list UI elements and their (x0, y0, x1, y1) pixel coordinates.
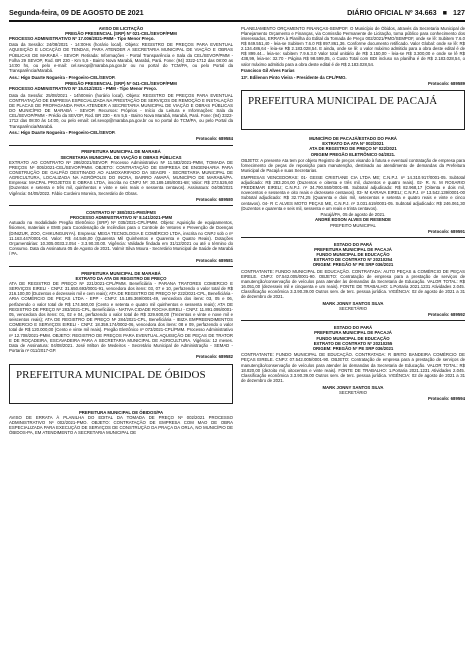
r2-body: OBJETO: A presente Ata tem por objeto Registro de preços visando à futura e eventual contratação de empresa para fornecimento de peças de reposição para manutenção, destinado ao atendimento de demandas da Prefeitura Municipal de Pacajá e suas Secretarias. (241, 158, 465, 174)
r4-extrato: EXTRATO DE CONTRATO Nº 20210255 (313, 340, 393, 346)
s2-signature: Ass.: Higo Duarte Nogueira - Pregoeiro-CEL/SEVOP. (9, 129, 116, 135)
r4-origem: ORIGEM: PREGÃO Nº PE SRP 036/2021 (312, 345, 394, 351)
r4-prefeitura: PREFEITURA MUNICIPAL DE PACAJÁ (314, 330, 392, 336)
s4-subtitle: PROCESSO ADMINISTRATIVO Nº 8.141/2021-PMM (69, 215, 173, 221)
r4-fundo: FUNDO MUNICIPAL DE EDUCAÇÃO (316, 335, 390, 341)
r2-place: Pacajá/PA, 05 de agosto de 2021. (320, 212, 386, 218)
r3-protocol: Protocolo: 689592 (427, 312, 465, 318)
header-date: Segunda-feira, 09 DE AGOSTO DE 2021 (9, 7, 144, 17)
page-number: 127 (453, 7, 465, 17)
r4-title: ESTADO DO PARÁ (333, 325, 373, 331)
r3-role: SECRETÁRIO (339, 306, 367, 312)
r2-protocol: Protocolo: 689591 (427, 228, 465, 234)
s5-title: PREFEITURA MUNICIPAL DE MARABÁ (81, 270, 161, 276)
r2-ata: ATA DE REGISTRO DE PREÇO Nº 022/2021 (309, 146, 397, 152)
divider (9, 145, 233, 146)
r3-origem: ORIGEM: PREGÃO Nº PE SRP 036/2021 (312, 262, 394, 268)
s1-title: AVISO DE LICITAÇÃO (98, 25, 144, 31)
r3-extrato: EXTRATO DE CONTRATO Nº 20210254 (313, 257, 393, 263)
s5-protocol: Protocolo: 689582 (195, 354, 233, 360)
r3-title: ESTADO DO PARÁ (333, 241, 373, 247)
left-column (9, 26, 233, 437)
r1-presidente: 13º. Edilenon Pinto Vieira - Presidente da CPL/PMO. (241, 74, 347, 80)
r1-protocol: Protocolo: 689589 (427, 80, 465, 86)
page-header (9, 6, 465, 18)
r4-body: CONTRATANTE: FUNDO MUNICIPAL DE EDUCAÇÃO. CONTRATADA: R BRITO BANDEIRA COMÉRCIO DE PEÇAS EIRELE. CNPJ: 07.542.005/0001-90. OBJETO: Contratação de empresa para a prestação de serviços de manutenção/conservação de veículos para atender às demandas da Secretaria de Educação. VALOR TOTAL: R$ 18.820,00 (dezoito mil, oitocentos e vinte reais). FONTE DE TRABALHO: 1.Portaria 2021.1231 Atividades 2.045. Classificação econômica 3.3.90.39.00 Outros serv. de terc. pessoa jurídica. VIGÊNCIA: 02 de agosto de 2021 a 31 de dezembro de 2021. (241, 352, 465, 384)
r3-fundo: FUNDO MUNICIPAL DE EDUCAÇÃO (316, 251, 390, 257)
r3-prefeitura: PREFEITURA MUNICIPAL DE PACAJÁ (314, 246, 392, 252)
right-column (241, 26, 465, 437)
s5-subtitle: EXTRATO DA ATA DE REGISTRO DE PREÇO (75, 275, 167, 281)
header-right (347, 8, 465, 17)
s1-subtitle: PREGÃO PRESENCIAL (SRP) Nº 021-CEL/SEVOP/PMM (65, 30, 177, 36)
pacaja-banner: PREFEITURA MUNICIPAL DE PACAJÁ (241, 90, 465, 130)
s6-body: AVISO DE ERRATA À PLANILHA DO EDITAL DA TOMADA DE PREÇO Nº 002/2021 PROCESSO ADMINISTRATIVO Nº 002/2021-PMO. OBJETO: CONTRATAÇÃO DE EMPRESA COM MAO DE OBRA ESPECIALIZADA PARA EXECUÇÃO DE SERVIÇOS DE CONSTRUÇÃO DA PRAÇA DA ORLA, NO MUNICÍPIO DE ÓBIDOS-PA, EM ATENDIMENTO A SECRETARIA MUNICIPAL DE (9, 414, 233, 436)
r2-title: MUNICÍPIO DE PACAJÁ/ESTADO DO PARÁ (309, 136, 397, 142)
s3-protocol: Protocolo: 689580 (195, 197, 233, 203)
s4-protocol: Protocolo: 689581 (195, 257, 233, 263)
square-icon: ■ (442, 7, 447, 17)
divider (241, 320, 465, 321)
s2-subtitle: PREGÃO PRESENCIAL (SRP) Nº 041-CEL/SEVOP/PMM (65, 80, 177, 86)
r4-protocol: Protocolo: 689594 (427, 395, 465, 401)
s6-title: PREFEITURA MUNICIPAL DE ÓBIDOS/PA (78, 409, 164, 415)
divider (9, 205, 233, 206)
r4-role: SECRETÁRIO (339, 389, 367, 395)
r3-body: CONTRATANTE: FUNDO MUNICIPAL DE EDUCAÇÃO. CONTRATADA: AUTO PEÇAS & COMÉRCIO DE PEÇAS EIRELE. CNPJ: 07.542.005/0001-90. OBJETO: Contratação de empresa para a prestação de serviços de manutenção/conservação de veículos para atender às demandas da Secretaria de Educação. VALOR TOTAL: R$ 16.051,00 (dezesseis mil e cinquenta e um reais). FONTE DE TRABALHO: 1.Portaria 2021.1231 Atividades 2.045. Classificação econômica 3.3.90.39.00 Outros serv. de terc. pessoa jurídica. VIGÊNCIA: 02 de agosto de 2021 a 31 de dezembro de 2021. (241, 268, 465, 300)
s2-process: PROCESSO ADMINISTRATIVO Nº 15.012/2021 - PMM - Tipo Menor Preço. (9, 86, 158, 92)
header-rule (9, 20, 465, 22)
s1-body: Data da Sessão: 24/08/2021 - 14:00Hs (horário local). Objeto: REGISTRO DE PREÇOS PARA EVENTUAL AQUISIÇÃO E LOCAÇÃO DE TENDAS, PARA ATENDER A SECRETARIA MUNICIPAL DE VIAÇÃO E OBRAS PÚBLICAS DE MARABÁ - SEVOP. Retirada: Informações - Portal Transparência e Sala da CEL/SEVOP/PMM - Folha 29 SEVOP, Rod. BR 230 - Km 5,5 - Bairro Nova Marabá, Marabá, Pará. Fone: (94) 3322-1712 das 08:00 as 14:00 hs, ou pelo e-mail: cel.sevop@maraba.pa.gov.br ou no portal do TCM/PA, ou pelo Portal da Transparência/Marabá. (9, 42, 233, 74)
divider (9, 266, 233, 267)
s1-signature: Ass.: Higo Duarte Nogueira - Pregoeiro-CEL/SEVOP. (9, 74, 116, 80)
r1-body: PLANEJAMENTO ORÇAMENTO FINANÇAS-SEMPOF. O Município de Óbidos, através da Secretaria Municipal de Planejamento Orçamento e Finanças, via Comissão Permanente de Licitação, torna público para conhecimento dos interessados, ERRATA à Planilha do Edital da Tomada de Preço 002/2021/PMO/SEMPOF, onde se lê: Subitem 7.6.0 R$ 849.551,40 - leia-se Subitem 7.6.0 R$ 897.861,36. Conforme documento retificado. Valor Global: onde se lê: R$ 2.134.486,64 - leia-se R$ 2.183.028,54. E ainda, onde se lê: o valor máximo admitido para a obra deste edital é de R$ 899.44... leia-se: subitem 7.9.6.3.0 Valor total unitário de R$ 3.150,00 - leia-se R$ 3.300,00 e onde se lê R$ 438,99, leia-se: 32.70 - Página R$ 98.599,05, o Custo Total com BDI incluso na planilha é de R$ 2.183.028,54, o valor máximo admitido para a obra deste edital é de R$ 2.183.028,54. (241, 25, 465, 67)
r2-signature: ANDRÉ EDSON ALVES DE RESENDE (315, 217, 391, 223)
obidos-banner: PREFEITURA MUNICIPAL DE ÓBIDOS (9, 364, 233, 404)
r2-role: PREFEITO MUNICIPAL (330, 222, 376, 228)
r3-signature: MARK JONNY SANTOS SILVA (322, 300, 384, 306)
s1-process: PROCESSO ADMINISTRATIVO Nº 17.006/2021-PMM - Tipo Menor Preço. (9, 35, 155, 41)
s3-title: PREFEITURA MUNICIPAL DE MARABÁ (81, 149, 161, 155)
columns (9, 26, 465, 437)
divider (241, 237, 465, 238)
r1-signature: Francisco Gil Alves Farias (241, 68, 295, 74)
s4-title: CONTRATO Nº 380/2021-PMS/FMS (86, 210, 156, 216)
r2-origem: ORIGEM PREGÃO ELETRÔNICO 04/2021. (310, 151, 396, 157)
header-journal: DIÁRIO OFICIAL Nº 34.663 (347, 7, 437, 17)
r2-winners: EMPRESAS VENCEDORAS: 01- GEISE CRISTIANE CIA LTDA ME; C.N.P.J. nº 14.310.917/0001-05. Subtotal adjudicado: R$ 283.204,00 (Duzentos e oitenta e três mil, duzentos e quatro reais). 02- R. N. M ROSARIO FREDEMAR EIRELI; C.N.P.J. nº 34.790.550/0001-88. Subtotal adjudicado: R$ 82.968,17 (Oitenta e dois mil, novecentos e sessenta e oito reais e dezessete centavos). 03- M KARAVA EIRELI; C.N.P.J. nº 13.542.139/0001-00 Subtotal adjudicado: R$ 32.774,25 (Quarenta e dois mil, setecentos e setenta e quatro reais e vinte e cinco centavos). 04- R C ALVES MOTO PEÇAS ME, C.N.P.J. nº 3.031.619/0001-05. Subtotal adjudicado: R$ 246.061,30 (Duzentos e quarenta e seis mil, sessenta e um reais e trinta centavos). (241, 174, 465, 211)
s5-body: ATA DE REGISTRO DE PREÇO Nº 221/2021-CPL/PMM. Beneficiária - PARANA TRATORES COMERCIO E SERVIÇOS EIRELI - CNPJ: 31.650.693/0001-91, vencedora dos itens: 03, 07 e 10, perfazendo o valor total de R$ 216.100,00 (Duzentos e dezesseis mil e cem reais); ATA DE REGISTRO DE PREÇO Nº 222/2021-CPL, Beneficiária - ARIA COMÉRCIO DE PEÇAS LTDA - EPP - CNPJ: 15.185.369/0001-49, vencedora dos itens: 03, 05 e 06, perfazendo o valor total de R$ 174.560,00 (Cento e setenta e quatro mil quinhentos e sessenta reais); ATA DE REGISTRO DE PREÇO Nº 283/2021-CPL, Beneficiária - NATIVA CIDADE ROCHA EIRELI - CNPJ: 11.891.095/0001-05, vencedora dos itens: 01, 02 e 04, perfazendo o valor total de R$ 329.600,00 (Trezentos e vinte e nove mil e seiscentos reais); ATA DE REGISTRO DE PREÇO Nº 284/2021-CPL, Beneficiária - IBIZA EMPREENDIMENTOS COMERCIO E SERVIÇOS EIRELI - CNPJ: 18.359.174/0002-06, vencedora dos itens: 08 e 09, perfazendo o valor total de R$ 120.000,00 (Cento e vinte mil reais). Pregão Eletrônico nº 073/2021-CPL/PMM. Processo Administrativo nº 12.708/2021-PMM. OBJETO: REGISTRO DE PREÇOS PARA EVENTUAL AQUISIÇÃO DE PEÇAS DE TRATOR E DE ROÇADEIRA, ESCAVADEIRA PARA A SECRETARIA MUNICIPAL DE AGRICULTURA. Vigência: 12 meses. Data de Assinatura: 04/08/2021. José Milton de Medeiros - Secretário Municipal de Administração - SEMAD - Portaria nº 011/2017-GP. (9, 280, 233, 354)
s2-protocol: Protocolo: 689584 (195, 136, 233, 142)
r2-subtitle: EXTRATO DA ATA Nº 002/2021 (322, 141, 384, 147)
s2-body: Data da Sessão: 25/08/2021 - 14h00min (horário local). Objeto: REGISTRO DE PREÇOS PARA EVENTUAL CONTRATAÇÃO DE EMPRESA ESPECIALIZADA NA PRESTAÇÃO DE SERVIÇOS DE REMOÇÃO E INSTALAÇÃO DE PLACAS DE PROPAGANDA PARA ATENDER A SECRETARIA MUNICIPAL DE VIAÇÃO E OBRAS PÚBLICAS DO MUNICÍPIO DE MARABÁ - SEVOP. Recursos: Próprios - Início da Leitura e Informações: Sala da CEL/SEVOP/PMM - Prédio da SEVOP, Rod. BR 230 - Km 5,5 - Bairro Nova Marabá, Marabá, Pará. Fone: (94) 3322-1712 das 08:00 às 14:00, ou pelo email: cel.sevop@maraba.pa.gov.br ou no portal do TCM/PA, ou pelo Portal da Transparência/Marabá. (9, 92, 233, 129)
r4-signature: MARK JONNY SANTOS SILVA (322, 384, 384, 390)
s3-body: EXTRATO AO CONTRATO Nº 286/2021/SEVOP. Processo Administrativo Nº 11.582/2021-PMM, TOMADA DE PREÇOS Nº 005/2021-CEL/SEVOP/PMM. OBJETO: CONTRATAÇÃO DE EMPRESA DE ENGENHARIA PARA CONSTRUÇÃO DE GALPÃO DESTINADO AO ALMOXARIFADO DA SEAGRI - SECRETARIA MUNICIPAL DE AGRICULTURA, LOCALIZADA NA AGRÓPOLIS DO INCRA, BAIRRO AMAPÁ, MUNICÍPIO DE MARABÁ/PA. Empresa: MACPAL PROJETOS E OBRAS LTDA, inscrita no CNPJ Nº: 30.189.185/0001-68; Valor: R$ 273.526,60 (Duzentos e setenta e três mil, quinhentos e vinte e seis reais e sessenta centavos). Assinatura: 04/08/2021 Vigência: 04/05/2022. Fábio Cordeiro Moreira, Secretário de Obras. (9, 159, 233, 196)
s4-body: Autuado na modalidade Pregão Eletrônico (SRP) Nº 035/2021-CPL/PMM. Objeto: Aquisição de equipamentos, fisiomes, materiais e EMS para Coordenação de Incêndios para o Controle de Vetores e Prevenção de Doenças (DINIZUR, ZOO, CHIKUNGUNYA). Empresa: MEGA TECNOLOGIA E COMÉRCIO LTDA, inscrita no CNPJ sob o nº 11.163.447/0001-04. Valor: R$ 44.546,00 (Quarenta Mil Quinhentos e Quarenta e Quatro Reais). Dotações Orçamentárias: 10.305.0033.2.054 - 3.3.90.30.00. Vigência: Validade findada em 31/12/2021 ou até o término do Consumo. Data da Assinatura 05 de Agosto de 2021. Valmir Silva Moura - Secretário Municipal de Saúde de Marabá / PA. (9, 220, 233, 257)
s3-subtitle: SECRETARIA MUNICIPAL DE VIAÇÃO E OBRAS PÚBLICAS (60, 154, 182, 160)
